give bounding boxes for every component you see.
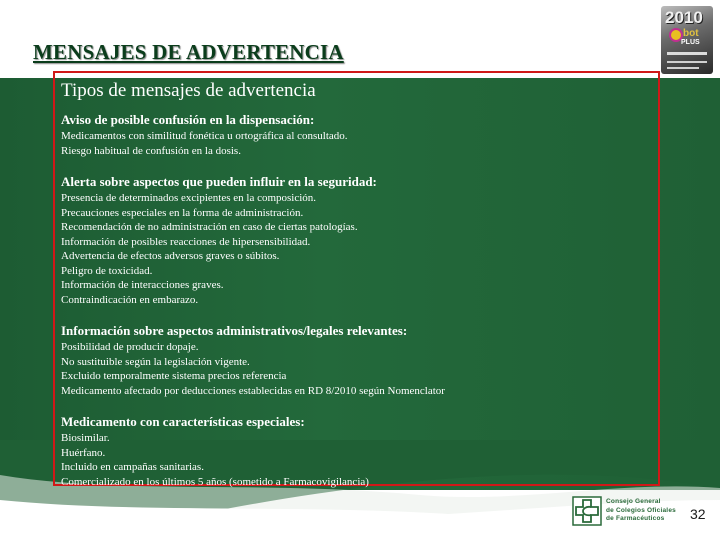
list-item: Precauciones especiales en la forma de administración.: [61, 206, 304, 219]
section-heading: Información sobre aspectos administrativos/legales relevantes:: [61, 323, 408, 338]
list-item: Medicamentos con similitud fonética u ortográfica al consultado.: [61, 130, 348, 142]
list-item: Posibilidad de producir dopaje.: [61, 341, 199, 353]
pharmacy-cross-icon: [572, 496, 602, 526]
logo-edition: PLUS: [681, 39, 700, 46]
list-item: Advertencia de efectos adversos graves o súbitos.: [61, 250, 280, 262]
list-item: Recomendación de no administración en caso de ciertas patologías.: [61, 221, 358, 233]
list-item: Medicamento afectado por deducciones establecidas en RD 8/2010 según Nomenclator: [61, 384, 445, 397]
section-heading: Medicamento con características especiales:: [61, 414, 305, 429]
list-item: Información de interacciones graves.: [61, 279, 224, 291]
section-administrativos: [61, 323, 651, 398]
list-item: Peligro de toxicidad.: [61, 264, 153, 277]
list-item: No sustituible según la legislación vigente.: [61, 355, 250, 368]
section-heading: Aviso de posible confusión en la dispensación:: [61, 112, 315, 127]
list-item: Incluido en campañas sanitarias.: [61, 461, 204, 473]
cgcof-line: de Colegios Oficiales: [606, 506, 676, 514]
list-item: Presencia de determinados excipientes en la composición.: [61, 192, 317, 204]
logo-decoration: [667, 67, 699, 69]
list-item: Información de posibles reacciones de hipersensibilidad.: [61, 235, 311, 248]
cgcof-logo: [572, 494, 676, 534]
slide-title: MENSAJES DE ADVERTENCIA: [33, 40, 344, 64]
list-item: Riesgo habitual de confusión en la dosis.: [61, 144, 241, 157]
section-confusion: [61, 112, 651, 158]
logo-year: 2010: [665, 8, 703, 27]
list-item: Excluido temporalmente sistema precios referencia: [61, 370, 287, 382]
cgcof-text: [606, 498, 676, 524]
list-item: Comercializado en los últimos 5 años (sometido a Farmacovigilancia): [61, 475, 369, 488]
bot-plus-logo: [661, 6, 713, 74]
section-heading: Alerta sobre aspectos que pueden influir en la seguridad:: [61, 174, 377, 189]
cgcof-line: de Farmacéuticos: [606, 515, 665, 522]
section-seguridad: [61, 174, 651, 307]
flower-icon: [671, 30, 681, 40]
list-item: Contraindicación en embarazo.: [61, 293, 199, 306]
page-number: 32: [690, 506, 706, 522]
list-item: Biosimilar.: [61, 432, 110, 444]
slide-subtitle: Tipos de mensajes de advertencia: [61, 80, 316, 101]
cgcof-line: Consejo General: [606, 498, 661, 505]
slide-content: [61, 80, 651, 489]
section-especiales: [61, 414, 651, 489]
logo-brand: bot: [683, 28, 699, 39]
list-item: Huérfano.: [61, 446, 106, 459]
logo-decoration: [667, 52, 707, 55]
logo-decoration: [667, 61, 707, 63]
top-band: [0, 0, 720, 78]
